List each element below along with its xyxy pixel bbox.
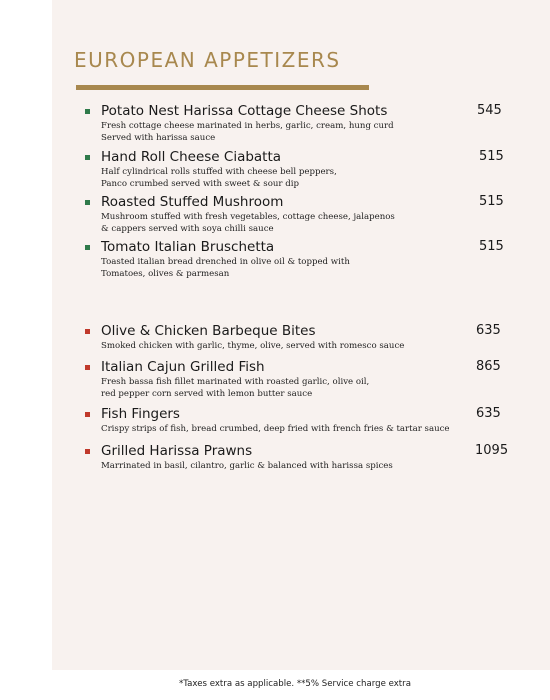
item-description-line: Mushroom stuffed with fresh vegetables, cottage cheese, jalapenos	[101, 212, 395, 222]
item-price: 515	[479, 239, 504, 254]
nonveg-marker-icon	[85, 365, 90, 370]
item-name: Fish Fingers	[101, 406, 180, 422]
item-description-line: Half cylindrical rolls stuffed with cheese bell peppers,	[101, 167, 337, 177]
item-description-line: red pepper corn served with lemon butter sauce	[101, 388, 313, 399]
item-price: 635	[476, 323, 501, 338]
item-name: Italian Cajun Grilled Fish	[101, 359, 265, 375]
item-description-line: Tomatoes, olives & parmesan	[101, 268, 230, 279]
item-description-line: Fresh bassa fish fillet marinated with roasted garlic, olive oil,	[101, 377, 370, 387]
item-name: Roasted Stuffed Mushroom	[101, 194, 284, 210]
item-description-line: Toasted italian bread drenched in olive oil & topped with	[101, 257, 350, 267]
veg-marker-icon	[85, 109, 90, 114]
item-description-line: Served with harissa sauce	[101, 132, 216, 143]
item-description	[101, 257, 350, 280]
item-price: 865	[476, 359, 501, 374]
item-description	[101, 461, 393, 473]
nonveg-marker-icon	[85, 329, 90, 334]
item-name: Olive & Chicken Barbeque Bites	[101, 323, 316, 339]
item-description-line: & cappers served with soya chilli sauce	[101, 223, 274, 234]
nonveg-marker-icon	[85, 412, 90, 417]
nonveg-marker-icon	[85, 449, 90, 454]
item-description	[101, 377, 369, 400]
veg-marker-icon	[85, 155, 90, 160]
item-description	[101, 121, 394, 144]
footer-note: *Taxes extra as applicable. **5% Service charge extra	[179, 679, 411, 689]
item-description-line: Marrinated in basil, cilantro, garlic & balanced with harissa spices	[101, 461, 393, 471]
veg-marker-icon	[85, 245, 90, 250]
item-description	[101, 424, 450, 436]
item-description-line: Panco crumbed served with sweet & sour dip	[101, 178, 300, 189]
item-name: Grilled Harissa Prawns	[101, 443, 253, 459]
title-underline	[76, 85, 369, 90]
item-price: 635	[476, 406, 501, 421]
item-name: Tomato Italian Bruschetta	[101, 239, 275, 255]
item-description-line: Crispy strips of fish, bread crumbed, deep fried with french fries & tartar sauce	[101, 424, 450, 434]
item-name: Hand Roll Cheese Ciabatta	[101, 149, 282, 165]
item-description-line: Smoked chicken with garlic, thyme, olive, served with romesco sauce	[101, 341, 405, 351]
item-price: 1095	[475, 443, 509, 458]
menu-section-title: EUROPEAN APPETIZERS	[74, 48, 341, 72]
item-name: Potato Nest Harissa Cottage Cheese Shots	[101, 103, 388, 119]
item-description-line: Fresh cottage cheese marinated in herbs, garlic, cream, hung curd	[101, 121, 394, 131]
item-description	[101, 212, 395, 235]
item-price: 545	[477, 103, 502, 118]
item-description	[101, 341, 404, 353]
veg-marker-icon	[85, 200, 90, 205]
item-price: 515	[479, 149, 504, 164]
item-description	[101, 167, 337, 190]
item-price: 515	[479, 194, 504, 209]
